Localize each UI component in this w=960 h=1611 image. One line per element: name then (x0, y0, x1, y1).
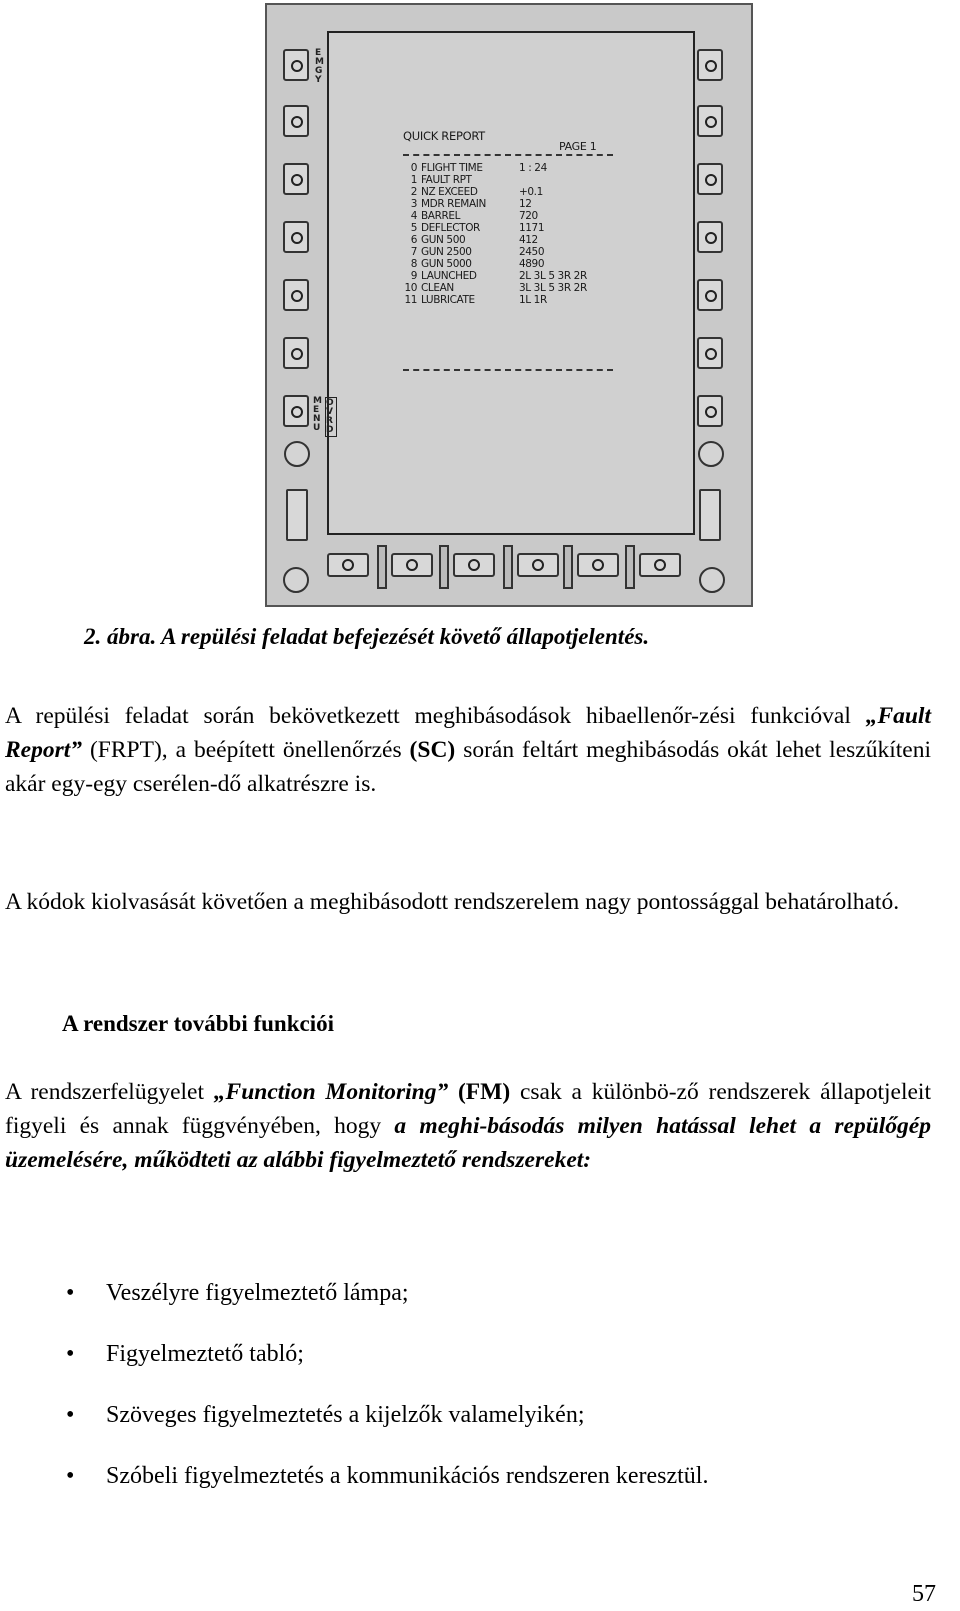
row-label: FLIGHT TIME (421, 162, 483, 174)
row-label: MDR REMAIN (421, 198, 486, 210)
row-value: 2450 (519, 246, 545, 258)
p1-text-3: során feltárt meghibásodás okát lehet leszűkíteni akár egy-egy cserélen-dő alkatrészre is. (5, 737, 931, 797)
bullet-text: Szóbeli figyelmeztetés a kommunikációs rendszeren keresztül. (106, 1463, 709, 1489)
bottom-osb-6 (639, 553, 681, 577)
right-osb-5 (697, 279, 723, 311)
row-index: 2 (410, 186, 417, 198)
bottom-osb-3 (453, 553, 495, 577)
p1-text-2: (FRPT), a beépített önellenőrzés (82, 737, 410, 763)
report-row (403, 282, 587, 294)
row-value: 1171 (519, 222, 545, 234)
row-index: 1 (410, 174, 417, 186)
bullet-item: • Szóbeli figyelmeztetés a kommunikációs rendszeren keresztül. (66, 1463, 709, 1489)
left-knob (284, 441, 310, 467)
bullet-text: Figyelmeztető tabló; (106, 1341, 304, 1367)
mfd-screen (327, 31, 695, 535)
section-heading: A rendszer további funkciói (62, 1011, 334, 1036)
report-row (403, 222, 545, 234)
p1-sc-term: (SC) (409, 737, 456, 763)
bullet-item: • Figyelmeztető tabló; (66, 1341, 304, 1367)
bottom-divider-2 (439, 545, 449, 589)
report-row (403, 258, 545, 270)
right-knob (698, 441, 724, 467)
row-label: BARREL (421, 210, 461, 222)
row-index: 5 (410, 222, 417, 234)
report-row (403, 234, 538, 246)
screen-bottom-divider (403, 369, 613, 371)
row-label: LUBRICATE (421, 294, 475, 306)
bullet-item: • Szöveges figyelmeztetés a kijelzők valamelyikén; (66, 1402, 585, 1428)
row-index: 9 (410, 270, 417, 282)
row-index: 8 (410, 258, 417, 270)
menu-label: MENU (313, 396, 322, 433)
right-rocker (699, 489, 721, 541)
report-row (403, 246, 545, 258)
row-value: 412 (519, 234, 538, 246)
right-osb-6 (697, 337, 723, 369)
report-row (403, 198, 532, 210)
report-row (403, 162, 547, 174)
page-number: 57 (912, 1581, 936, 1607)
row-value: 12 (519, 198, 532, 210)
row-value: 2L 3L 5 3R 2R (519, 270, 587, 282)
row-index: 7 (410, 246, 417, 258)
left-osb-1 (283, 49, 309, 81)
left-rocker (286, 489, 308, 541)
row-index: 4 (410, 210, 417, 222)
bottom-osb-2 (391, 553, 433, 577)
bullet-text: Szöveges figyelmeztetés a kijelzők valamelyikén; (106, 1402, 585, 1428)
p3-text-2: csak a különbö-ző rendszerek állapotjeleit figyeli és annak függvényében, hogy (5, 1079, 931, 1139)
emgy-label: EMGY (315, 48, 324, 85)
bottom-left-knob (283, 567, 309, 593)
ovrd-label: OVRD (325, 397, 337, 437)
row-index: 3 (410, 198, 417, 210)
row-index: 11 (404, 294, 417, 306)
p1-text-1: A repülési feladat során bekövetkezett meghibásodások hibaellenőr-zési funkcióval (5, 703, 866, 729)
row-index: 10 (404, 282, 417, 294)
row-label: GUN 500 (421, 234, 466, 246)
bottom-divider-3 (503, 545, 513, 589)
bullet-text: Veszélyre figyelmeztető lámpa; (106, 1280, 409, 1306)
row-value: 1 : 24 (519, 162, 547, 174)
row-label: CLEAN (421, 282, 454, 294)
bottom-divider-1 (377, 545, 387, 589)
right-osb-1 (697, 49, 723, 81)
screen-page-label: PAGE 1 (559, 140, 597, 153)
row-label: GUN 5000 (421, 258, 472, 270)
report-row (403, 210, 538, 222)
p3-text-1: A rendszerfelügyelet (5, 1079, 214, 1105)
row-value: +0.1 (519, 186, 543, 198)
row-label: GUN 2500 (421, 246, 472, 258)
row-value: 720 (519, 210, 538, 222)
right-osb-2 (697, 105, 723, 137)
p3-function-monitoring-term: „Function Monitoring” (213, 1079, 449, 1105)
bottom-right-knob (699, 567, 725, 593)
left-osb-5 (283, 279, 309, 311)
figure-caption: 2. ábra. A repülési feladat befejezését követő állapotjelentés. (84, 624, 650, 649)
bottom-osb-4 (517, 553, 559, 577)
bottom-osb-1 (327, 553, 369, 577)
right-osb-4 (697, 221, 723, 253)
right-osb-3 (697, 163, 723, 195)
left-osb-7 (283, 395, 309, 427)
report-row (403, 174, 472, 186)
p3-fm-term: (FM) (448, 1079, 511, 1105)
screen-top-divider (403, 154, 613, 156)
row-label: FAULT RPT (421, 174, 472, 186)
row-value: 4890 (519, 258, 545, 270)
row-index: 6 (410, 234, 417, 246)
bottom-osb-5 (577, 553, 619, 577)
bullet-item: • Veszélyre figyelmeztető lámpa; (66, 1280, 409, 1306)
screen-title: QUICK REPORT (403, 129, 485, 143)
report-row (403, 186, 543, 198)
mfd-figure (265, 3, 753, 607)
p3-bold-italic-text: a meghi-básodás milyen hatással lehet a repülőgép üzemelésére, működteti az alábbi figyelmeztető rendszereket: (5, 1113, 931, 1173)
report-row (403, 270, 587, 282)
bottom-divider-5 (625, 545, 635, 589)
left-osb-2 (283, 105, 309, 137)
row-label: LAUNCHED (421, 270, 477, 282)
paragraph-codes: A kódok kiolvasását követően a meghibásodott rendszerelem nagy pontossággal behatárolható. (5, 889, 900, 915)
row-label: DEFLECTOR (421, 222, 480, 234)
paragraph-function-monitoring (5, 1075, 931, 1177)
left-osb-4 (283, 221, 309, 253)
row-value: 1L 1R (519, 294, 547, 306)
left-osb-6 (283, 337, 309, 369)
report-row (403, 294, 547, 306)
row-value: 3L 3L 5 3R 2R (519, 282, 587, 294)
p1-fault-report-term: „Fault Report” (5, 703, 931, 763)
left-osb-3 (283, 163, 309, 195)
paragraph-fault-report (5, 699, 931, 801)
bottom-divider-4 (563, 545, 573, 589)
row-label: NZ EXCEED (421, 186, 478, 198)
row-index: 0 (410, 162, 417, 174)
right-osb-7 (697, 395, 723, 427)
